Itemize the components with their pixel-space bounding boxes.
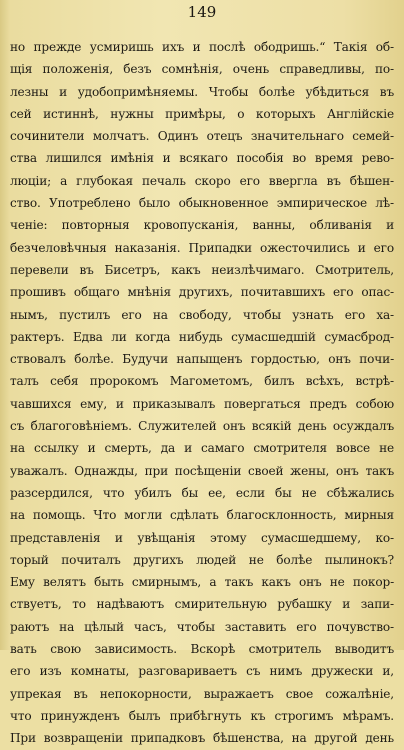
text-line: упрекая въ непокорности, выражаетъ свое сожалѣніе, bbox=[10, 686, 394, 701]
text-line: ченіе: повторныя кровопусканія, ванны, обливанія и bbox=[10, 218, 394, 233]
text-line: разсердился, что убилъ бы ее, если бы не сбѣжались bbox=[10, 485, 394, 500]
text-line: чавшихся ему, и приказывалъ повергаться предъ собою bbox=[10, 396, 394, 411]
text-line: щія положенія, безъ сомнѣнія, очень справедливы, по- bbox=[10, 62, 394, 77]
text-line: на ссылку и смерть, да и самаго смотрителя вовсе не bbox=[10, 441, 394, 456]
text-line: ствуетъ, то надѣваютъ смирительную рубашку и запи- bbox=[10, 597, 394, 612]
text-line: безчеловѣчныя наказанія. Припадки ожесточились и его bbox=[10, 240, 394, 255]
text-line: вать свою зависимость. Вскорѣ смотритель выводитъ bbox=[10, 642, 394, 657]
text-line: нымъ, пустилъ его на свободу, чтобы узнать его ха- bbox=[10, 307, 394, 322]
text-line: ствовалъ болѣе. Будучи напыщенъ гордостью, онъ почи- bbox=[10, 352, 394, 367]
text-line: ства лишился имѣнія и всякаго пособія во время рево- bbox=[10, 151, 394, 166]
text-line: сочинители молчатъ. Одинъ отецъ значительнаго семей- bbox=[10, 129, 394, 144]
text-line: Ему велятъ быть смирнымъ, а такъ какъ онъ не покор- bbox=[10, 575, 394, 590]
text-line: люціи; а глубокая печаль скоро его ввергла въ бѣшен- bbox=[10, 173, 394, 188]
text-line: талъ себя пророкомъ Магометомъ, билъ всѣхъ, встрѣ- bbox=[10, 374, 394, 389]
body-text bbox=[10, 36, 394, 750]
text-line: что принужденъ былъ прибѣгнуть къ строгимъ мѣрамъ. bbox=[10, 708, 394, 723]
text-line: прошивъ общаго мнѣнія другихъ, почитавшихъ его опас- bbox=[10, 285, 394, 300]
text-line: сей истиннѣ, нужны примѣры, о которыхъ Англійскіе bbox=[10, 106, 394, 121]
text-line: уважалъ. Однажды, при посѣщеніи своей жены, онъ такъ bbox=[10, 463, 394, 478]
text-line: раютъ на цѣлый часъ, чтобы заставить его почувство- bbox=[10, 619, 394, 634]
text-line: представленія и увѣщанія этому сумасшедшему, ко- bbox=[10, 530, 394, 545]
page-number: 149 bbox=[187, 3, 217, 21]
text-line: рактеръ. Едва ли когда нибудь сумасшедшій сумасброд- bbox=[10, 329, 394, 344]
text-line: торый почиталъ другихъ людей не болѣе пылинокъ? bbox=[10, 552, 394, 567]
text-line: лезны и удобопримѣняемы. Чтобы болѣе убѣдиться въ bbox=[10, 84, 394, 99]
text-line: на помощь. Что могли сдѣлать благосклонность, мирныя bbox=[10, 508, 394, 523]
text-line: но прежде усмиришь ихъ и послѣ ободришь.“ Такія об- bbox=[10, 40, 394, 54]
text-line: ство. Употреблено было обыкновенное эмпирическое лѣ- bbox=[10, 196, 394, 211]
text-line: съ благоговѣніемъ. Служителей онъ всякій день осуждалъ bbox=[10, 419, 394, 434]
text-line: При возвращеніи припадковъ бѣшенства, на другой день bbox=[10, 731, 394, 746]
text-line: перевели въ Бисетръ, какъ неизлѣчимаго. Смотритель, bbox=[10, 262, 394, 277]
text-line: его изъ комнаты, разговариваетъ съ нимъ дружески и, bbox=[10, 664, 394, 679]
